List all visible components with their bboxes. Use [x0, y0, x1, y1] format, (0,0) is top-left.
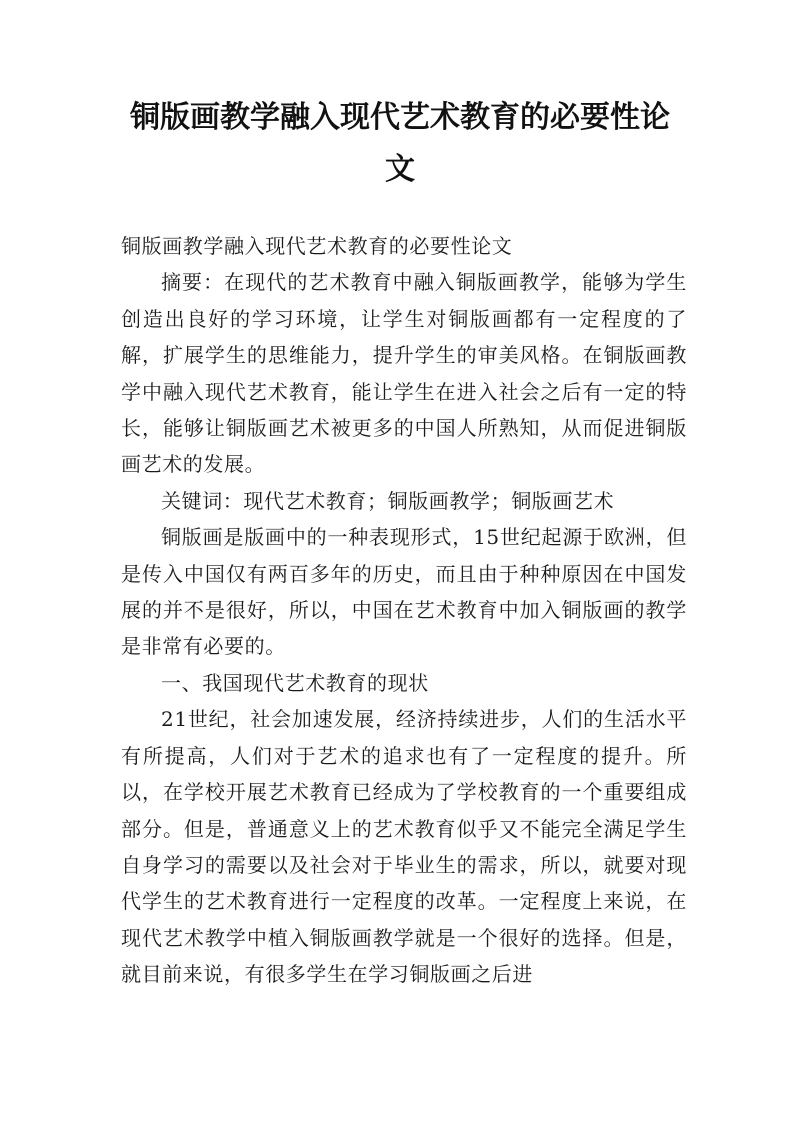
section-heading: 一、我国现代艺术教育的现状: [161, 670, 429, 695]
intro-paragraph: 铜版画是版画中的一种表现形式，15世纪起源于欧洲，但是传入中国仅有两百多年的历史，而且由于种种原因在中国发展的并不是很好，所以，中国在艺术教育中加入铜版画的教学是非常有必要的。: [121, 525, 687, 659]
document-body: [121, 228, 687, 993]
abstract-paragraph: 摘要：在现代的艺术教育中融入铜版画教学，能够为学生创造出良好的学习环境，让学生对铜版画都有一定程度的了解，扩展学生的思维能力，提升学生的审美风格。在铜版画教学中融入现代艺术教育，能让学生在进入社会之后有一定的特长，能够让铜版画艺术被更多的中国人所熟知，从而促进铜版画艺术的发展。: [121, 270, 687, 477]
document-title: [120, 92, 680, 196]
body-paragraph: 21世纪，社会加速发展，经济持续进步，人们的生活水平有所提高，人们对于艺术的追求也有了一定程度的提升。所以，在学校开展艺术教育已经成为了学校教育的一个重要组成部分。但是，普通意义上的艺术教育似乎又不能完全满足学生自身学习的需要以及社会对于毕业生的需求，所以，就要对现代学生的艺术教育进行一定程度的改革。一定程度上来说，在现代艺术教学中植入铜版画教学就是一个很好的选择。但是，就目前来说，有很多学生在学习铜版画之后进: [121, 707, 687, 987]
title-line-1: 铜版画教学融入现代艺术教育的必要性论: [130, 100, 670, 135]
keywords-paragraph: 关键词：现代艺术教育；铜版画教学；铜版画艺术: [161, 488, 615, 513]
subtitle-paragraph: 铜版画教学融入现代艺术教育的必要性论文: [121, 234, 513, 258]
title-line-2: 文: [385, 152, 415, 187]
